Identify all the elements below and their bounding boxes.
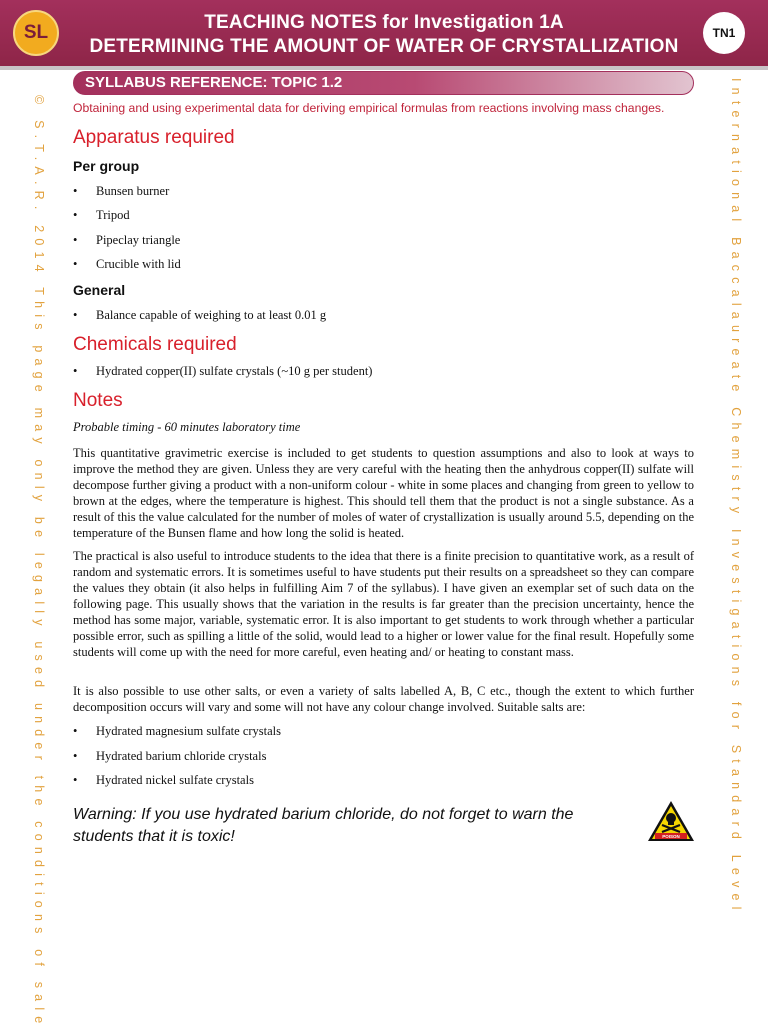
page-number-badge: TN1 bbox=[703, 12, 745, 54]
page-subtitle: DETERMINING THE AMOUNT OF WATER OF CRYSTALLIZATION bbox=[89, 36, 679, 57]
syllabus-reference-bar: SYLLABUS REFERENCE: TOPIC 1.2 bbox=[73, 71, 694, 95]
copyright-side-text: © S.T.A.R. 2014 This page may only be legally used under the conditions of sale bbox=[32, 95, 46, 1029]
per-group-heading: Per group bbox=[73, 158, 140, 174]
series-side-text: International Baccalaureate Chemistry Investigations for Standard Level bbox=[729, 78, 743, 916]
syllabus-description: Obtaining and using experimental data for deriving empirical formulas from reactions involving mass changes. bbox=[73, 101, 665, 115]
notes-paragraph-1: This quantitative gravimetric exercise is included to get students to question assumptions and also to look at ways to improve the method they are given. Unless they are very careful with the heating then the anhydrous copper(II) sulfate will decompose further giving a product with a non-uniform colour - white in some places and changing from green to yellow to brown at the edges, where the temperature is highest. This should tell them that the product is not a single substance. As a result of this the value calculated for the number of moles of water of crystallization is usually around 5.5, depending on the temperature of the Bunsen flame and how long the solid is heated. bbox=[73, 446, 694, 540]
general-heading: General bbox=[73, 282, 126, 298]
level-badge: SL bbox=[13, 10, 59, 56]
apparatus-heading: Apparatus required bbox=[73, 127, 235, 148]
notes-heading: Notes bbox=[73, 390, 123, 411]
header-divider bbox=[0, 66, 768, 70]
notes-paragraph-2: The practical is also useful to introduce students to the idea that there is a finite precision to quantitative work, as a result of random and systematic errors. It is sometimes useful to have students put their results on a spreadsheet so they can compare the values they obtain (it also helps in fulfilling Aim 7 of the syllabus). I have given an exemplar set of such data on the following page. This usually shows that the variation in the results is far greater than the precision uncertainty, hence the method has some major, variable, systematic error. It is also important to get students to work through whether a particular possible error, such as spilling a little of the solid, would lead to a higher or lower value for the final result. Hopefully some students will come up with the need for more careful, even heating and/ or heating to constant mass. bbox=[73, 549, 694, 659]
timing-note: Probable timing - 60 minutes laboratory time bbox=[73, 420, 301, 434]
page-title: TEACHING NOTES for Investigation 1A bbox=[204, 12, 564, 33]
chemicals-heading: Chemicals required bbox=[73, 334, 237, 355]
notes-paragraph-3: It is also possible to use other salts, or even a variety of salts labelled A, B, C etc., though the extent to which further decomposition occurs will vary and some will not have any colour change involved. Suitable salts are: bbox=[73, 684, 694, 714]
poison-hazard-icon bbox=[646, 799, 696, 843]
toxicity-warning: Warning: If you use hydrated barium chloride, do not forget to warn the students that it is toxic! bbox=[73, 806, 574, 845]
poison-label: POISON bbox=[662, 834, 680, 839]
